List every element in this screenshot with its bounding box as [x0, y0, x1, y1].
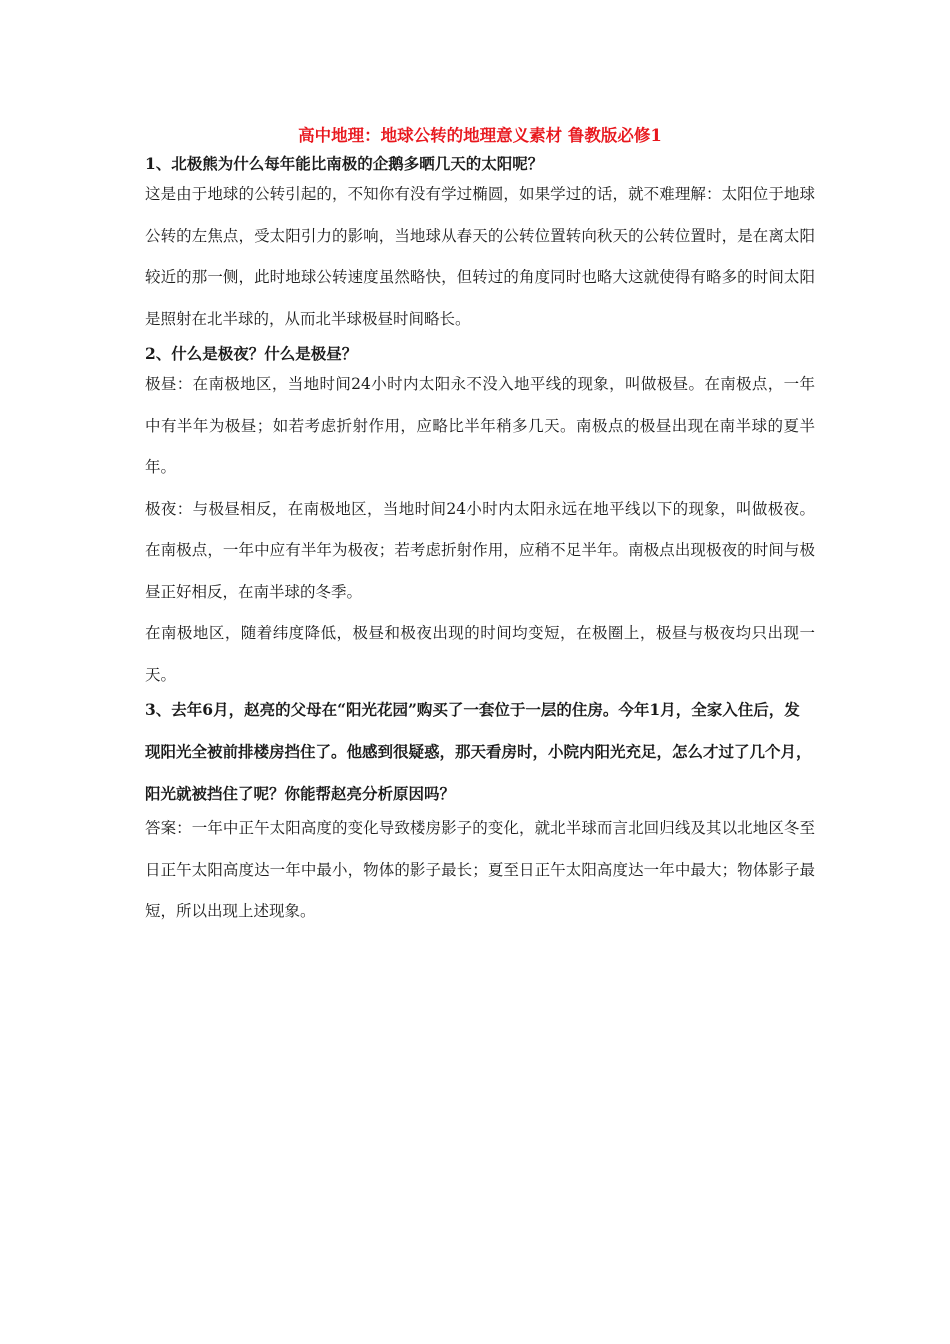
- answer-3-paragraph: 答案：一年中正午太阳高度的变化导致楼房影子的变化，就北半球而言北回归线及其以北地区冬至日正午太阳高度达一年中最小，物体的影子最长；夏至日正午太阳高度达一年中最大；物体影子最短，所以出现上述现象。: [145, 819, 815, 920]
- polar-day-paragraph: 极昼：在南极地区，当地时间24小时内太阳永不没入地平线的现象，叫做极昼。在南极点，一年中有半年为极昼；如若考虑折射作用，应略比半年稍多几天。南极点的极昼出现在南半球的夏半年。: [145, 375, 815, 476]
- document-page: [145, 122, 815, 933]
- latitude-paragraph: 在南极地区，随着纬度降低，极昼和极夜出现的时间均变短，在极圈上，极昼与极夜均只出现一天。: [145, 624, 815, 684]
- document-title: 高中地理：地球公转的地理意义素材 鲁教版必修1: [298, 126, 662, 145]
- question-3: 3、去年6月，赵亮的父母在“阳光花园”购买了一套位于一层的住房。今年1月，全家入住后，发现阳光全被前排楼房挡住了。他感到很疑惑，那天看房时，小院内阳光充足，怎么才过了几个月，阳光就被挡住了呢？你能帮赵亮分析原因吗？: [145, 700, 812, 803]
- answer-1-paragraph: 这是由于地球的公转引起的，不知你有没有学过椭圆，如果学过的话，就不难理解：太阳位于地球公转的左焦点，受太阳引力的影响，当地球从春天的公转位置转向秋天的公转位置时，是在离太阳较近的那一侧，此时地球公转速度虽然略快，但转过的角度同时也略大这就使得有略多的时间太阳是照射在北半球的，从而北半球极昼时间略长。: [145, 185, 815, 328]
- question-2: 2、什么是极夜？什么是极昼？: [145, 344, 358, 363]
- question-1: 1、北极熊为什么每年能比南极的企鹅多晒几天的太阳呢？: [145, 154, 544, 173]
- polar-night-paragraph: 极夜：与极昼相反，在南极地区，当地时间24小时内太阳永远在地平线以下的现象，叫做极夜。在南极点，一年中应有半年为极夜；若考虑折射作用，应稍不足半年。南极点出现极夜的时间与极昼正好相反，在南半球的冬季。: [145, 499, 815, 601]
